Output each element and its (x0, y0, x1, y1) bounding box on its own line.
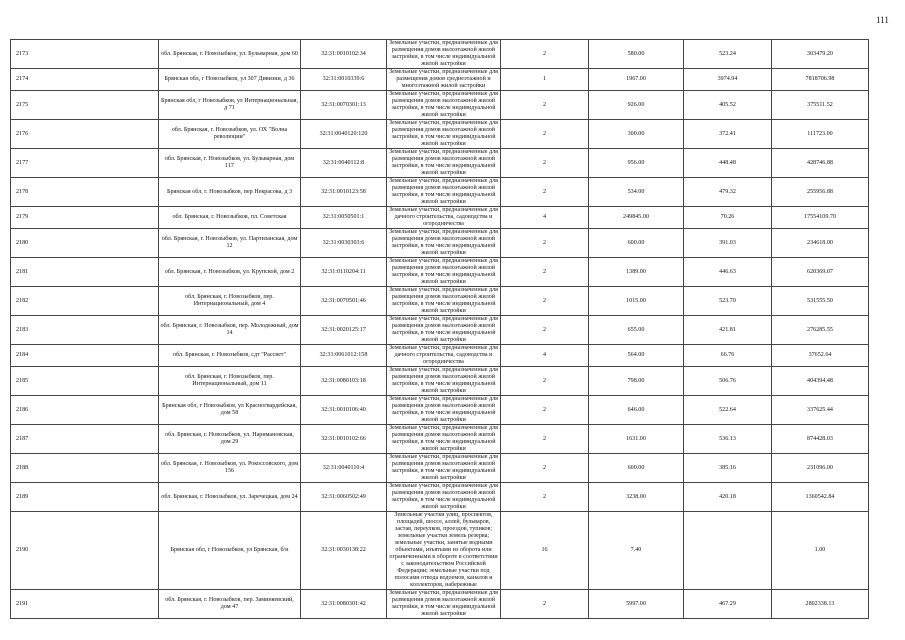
table-row (11, 91, 869, 120)
land-purpose-cell: Земельные участки, предназначенные для дачного строительства, садоводства и огородничества (387, 345, 501, 367)
group-cell: 2 (501, 258, 589, 287)
cadastral-number-cell: 32:31:0030138:22 (301, 512, 387, 590)
address-cell: обл. Брянская, г. Новозыбков, пер. Молодежный, дом 14 (159, 316, 301, 345)
address-cell: обл. Брянская, г. Новозыбков, сдт "Рассвет" (159, 345, 301, 367)
group-cell: 2 (501, 91, 589, 120)
row-number: 2184 (11, 345, 159, 367)
area-cell: 1015.00 (589, 287, 684, 316)
cadastral-number-cell: 32:31:0070301:13 (301, 91, 387, 120)
row-number: 2188 (11, 454, 159, 483)
land-purpose-cell: Земельные участки, предназначенные для размещения домов среднеэтажной и многоэтажной жилой застройки (387, 69, 501, 91)
area-cell: 1631.00 (589, 425, 684, 454)
group-cell: 2 (501, 367, 589, 396)
address-cell: Брянская обл, г Новозыбков, ул Брянская, б/н (159, 512, 301, 590)
row-number: 2187 (11, 425, 159, 454)
specific-value-cell: 372.41 (684, 120, 772, 149)
table-row (11, 316, 869, 345)
address-cell: обл. Брянская, г. Новозыбков, ул. Рокоссовского, дом 156 (159, 454, 301, 483)
specific-value-cell: 522.64 (684, 396, 772, 425)
area-cell: 646.00 (589, 396, 684, 425)
cadastral-value-cell: 17554109.70 (772, 207, 869, 229)
group-cell: 2 (501, 316, 589, 345)
cadastral-number-cell: 32:31:0020125:17 (301, 316, 387, 345)
address-cell: обл. Брянская, г. Новозыбков, ул. Бульварная, дом 60 (159, 40, 301, 69)
group-cell: 16 (501, 512, 589, 590)
cadastral-number-cell: 32:31:0070501:46 (301, 287, 387, 316)
area-cell: 1967.00 (589, 69, 684, 91)
cadastral-number-cell: 32:31:0080301:42 (301, 590, 387, 619)
cadastral-number-cell: 32:31:0060502:49 (301, 483, 387, 512)
address-cell: обл. Брянская, г. Новозыбков, ул. Наримановская, дом 29 (159, 425, 301, 454)
row-number: 2180 (11, 229, 159, 258)
group-cell: 2 (501, 229, 589, 258)
cadastral-number-cell: 32:31:0010102:34 (301, 40, 387, 69)
area-cell: 580.00 (589, 40, 684, 69)
row-number: 2189 (11, 483, 159, 512)
specific-value-cell: 385.16 (684, 454, 772, 483)
table-row (11, 590, 869, 619)
land-purpose-cell: Земельные участки улиц, проспектов, площадей, шоссе, аллей, бульваров, застав, переулков, проездов, тупиков; земельные участки земель резерва; земельные участки, занятые водными объектами, изъятыми из оборота или ограниченными в обороте в соответствии с законодательством Российской Федерации; земельные участки под полосами отвода водоемов, каналов и коллекторов, набережные (387, 512, 501, 590)
specific-value-cell: 66.76 (684, 345, 772, 367)
cadastral-value-cell: 404394.48 (772, 367, 869, 396)
row-number: 2181 (11, 258, 159, 287)
area-cell: 300.00 (589, 120, 684, 149)
group-cell: 4 (501, 207, 589, 229)
specific-value-cell: 391.03 (684, 229, 772, 258)
area-cell: 534.00 (589, 178, 684, 207)
area-cell: 798.00 (589, 367, 684, 396)
address-cell: обл. Брянская, г. Новозыбков, ул. ОХ "Волна революции" (159, 120, 301, 149)
specific-value-cell (684, 512, 772, 590)
land-purpose-cell: Земельные участки, предназначенные для размещения домов малоэтажной жилой застройки, в том числе индивидуальной жилой застройки (387, 178, 501, 207)
cadastral-number-cell: 32:31:0010123:58 (301, 178, 387, 207)
cadastral-number-cell: 32:31:0110204:11 (301, 258, 387, 287)
row-number: 2191 (11, 590, 159, 619)
specific-value-cell: 479.32 (684, 178, 772, 207)
group-cell: 2 (501, 40, 589, 69)
group-cell: 1 (501, 69, 589, 91)
row-number: 2174 (11, 69, 159, 91)
row-number: 2175 (11, 91, 159, 120)
cadastral-value-cell: 337625.44 (772, 396, 869, 425)
specific-value-cell: 523.70 (684, 287, 772, 316)
row-number: 2183 (11, 316, 159, 345)
address-cell: обл. Брянская, г. Новозыбков, пер. Интернациональный, дом 11 (159, 367, 301, 396)
table-row (11, 483, 869, 512)
table-row (11, 287, 869, 316)
cadastral-value-cell: 231096.00 (772, 454, 869, 483)
group-cell: 2 (501, 483, 589, 512)
cadastral-number-cell: 32:31:0010339:6 (301, 69, 387, 91)
table-row (11, 258, 869, 287)
cadastral-number-cell: 32:31:0040120:120 (301, 120, 387, 149)
address-cell: Брянская обл, г Новозыбков, ул 307 Дивизии, д 36 (159, 69, 301, 91)
group-cell: 4 (501, 345, 589, 367)
area-cell: 5997.00 (589, 590, 684, 619)
group-cell: 2 (501, 454, 589, 483)
cadastral-value-cell: 375511.52 (772, 91, 869, 120)
table-row (11, 120, 869, 149)
table-row (11, 425, 869, 454)
group-cell: 2 (501, 178, 589, 207)
land-purpose-cell: Земельные участки, предназначенные для размещения домов малоэтажной жилой застройки, в том числе индивидуальной жилой застройки (387, 258, 501, 287)
land-purpose-cell: Земельные участки, предназначенные для размещения домов малоэтажной жилой застройки, в том числе индивидуальной жилой застройки (387, 120, 501, 149)
land-purpose-cell: Земельные участки, предназначенные для размещения домов малоэтажной жилой застройки, в том числе индивидуальной жилой застройки (387, 40, 501, 69)
cadastral-value-cell: 303479.20 (772, 40, 869, 69)
specific-value-cell: 446.63 (684, 258, 772, 287)
row-number: 2179 (11, 207, 159, 229)
table-row (11, 396, 869, 425)
cadastral-number-cell: 32:31:0061012:158 (301, 345, 387, 367)
table-row (11, 207, 869, 229)
cadastral-value-cell: 276285.55 (772, 316, 869, 345)
area-cell: 600.00 (589, 454, 684, 483)
group-cell: 2 (501, 590, 589, 619)
land-purpose-cell: Земельные участки, предназначенные для размещения домов малоэтажной жилой застройки, в том числе индивидуальной жилой застройки (387, 91, 501, 120)
specific-value-cell: 420.18 (684, 483, 772, 512)
cadastral-value-cell: 2802338.13 (772, 590, 869, 619)
table-row (11, 69, 869, 91)
cadastral-number-cell: 32:31:0050501:1 (301, 207, 387, 229)
area-cell: 7.40 (589, 512, 684, 590)
cadastral-value-cell: 234618.00 (772, 229, 869, 258)
area-cell: 956.00 (589, 149, 684, 178)
specific-value-cell: 70.26 (684, 207, 772, 229)
row-number: 2190 (11, 512, 159, 590)
row-number: 2177 (11, 149, 159, 178)
address-cell: обл. Брянская, г. Новозыбков, пл. Советская (159, 207, 301, 229)
area-cell: 926.00 (589, 91, 684, 120)
land-purpose-cell: Земельные участки, предназначенные для дачного строительства, садоводства и огородничества (387, 207, 501, 229)
specific-value-cell: 523.24 (684, 40, 772, 69)
cadastral-value-cell: 111723.00 (772, 120, 869, 149)
table-row (11, 40, 869, 69)
area-cell: 1389.00 (589, 258, 684, 287)
land-purpose-cell: Земельные участки, предназначенные для размещения домов малоэтажной жилой застройки, в том числе индивидуальной жилой застройки (387, 590, 501, 619)
area-cell: 564.00 (589, 345, 684, 367)
cadastral-value-cell: 37652.64 (772, 345, 869, 367)
cadastral-number-cell: 32:31:0010106:40 (301, 396, 387, 425)
area-cell: 3238.00 (589, 483, 684, 512)
table-row (11, 178, 869, 207)
land-purpose-cell: Земельные участки, предназначенные для размещения домов малоэтажной жилой застройки, в том числе индивидуальной жилой застройки (387, 316, 501, 345)
row-number: 2185 (11, 367, 159, 396)
table-row (11, 454, 869, 483)
address-cell: Брянская обл, г Новозыбков, ул Интернациональная, д 71 (159, 91, 301, 120)
group-cell: 2 (501, 120, 589, 149)
land-purpose-cell: Земельные участки, предназначенные для размещения домов малоэтажной жилой застройки, в том числе индивидуальной жилой застройки (387, 396, 501, 425)
table-row (11, 345, 869, 367)
cadastral-value-cell: 620369.07 (772, 258, 869, 287)
address-cell: обл. Брянская, г. Новозыбков, пер. Интернациональный, дом 4 (159, 287, 301, 316)
address-cell: обл. Брянская, г. Новозыбков, ул. Бульварная, дом 117 (159, 149, 301, 178)
cadastral-value-cell: 1.00 (772, 512, 869, 590)
group-cell: 2 (501, 425, 589, 454)
land-purpose-cell: Земельные участки, предназначенные для размещения домов малоэтажной жилой застройки, в том числе индивидуальной жилой застройки (387, 149, 501, 178)
table-row (11, 512, 869, 590)
address-cell: обл. Брянская, г. Новозыбков, ул. Заречецкая, дом 24 (159, 483, 301, 512)
specific-value-cell: 536.13 (684, 425, 772, 454)
specific-value-cell: 448.48 (684, 149, 772, 178)
row-number: 2176 (11, 120, 159, 149)
area-cell: 249845.00 (589, 207, 684, 229)
group-cell: 2 (501, 149, 589, 178)
cadastral-value-cell: 874428.03 (772, 425, 869, 454)
address-cell: Брянская обл, г Новозыбков, ул Красногвардейская, дом 58 (159, 396, 301, 425)
table-row (11, 149, 869, 178)
cadastral-value-cell: 1360542.84 (772, 483, 869, 512)
cadastral-number-cell: 32:31:0080103:18 (301, 367, 387, 396)
specific-value-cell: 467.29 (684, 590, 772, 619)
address-cell: обл. Брянская, г. Новозыбков, ул. Партизанская, дом 12 (159, 229, 301, 258)
address-cell: обл. Брянская, г. Новозыбков, пер. Заминяевский, дом 47 (159, 590, 301, 619)
cadastral-value-table (10, 39, 869, 619)
table-row (11, 367, 869, 396)
land-purpose-cell: Земельные участки, предназначенные для размещения домов малоэтажной жилой застройки, в том числе индивидуальной жилой застройки (387, 287, 501, 316)
cadastral-number-cell: 32:31:0040112:8 (301, 149, 387, 178)
land-purpose-cell: Земельные участки, предназначенные для размещения домов малоэтажной жилой застройки, в том числе индивидуальной жилой застройки (387, 483, 501, 512)
group-cell: 2 (501, 396, 589, 425)
cadastral-number-cell: 32:31:0010102:66 (301, 425, 387, 454)
cadastral-value-cell: 531555.50 (772, 287, 869, 316)
address-cell: Брянская обл, г. Новозыбков, пер Некрасова, д 3 (159, 178, 301, 207)
specific-value-cell: 421.81 (684, 316, 772, 345)
cadastral-value-cell: 428746.88 (772, 149, 869, 178)
row-number: 2173 (11, 40, 159, 69)
row-number: 2178 (11, 178, 159, 207)
group-cell: 2 (501, 287, 589, 316)
land-purpose-cell: Земельные участки, предназначенные для размещения домов малоэтажной жилой застройки, в том числе индивидуальной жилой застройки (387, 454, 501, 483)
specific-value-cell: 3974.94 (684, 69, 772, 91)
cadastral-number-cell: 32:31:0030303:6 (301, 229, 387, 258)
address-cell: обл. Брянская, г. Новозыбков, ул. Крупской, дом 2 (159, 258, 301, 287)
table-row (11, 229, 869, 258)
row-number: 2182 (11, 287, 159, 316)
page-number: 111 (876, 15, 889, 25)
cadastral-value-cell: 7818706.98 (772, 69, 869, 91)
land-purpose-cell: Земельные участки, предназначенные для размещения домов малоэтажной жилой застройки, в том числе индивидуальной жилой застройки (387, 367, 501, 396)
land-purpose-cell: Земельные участки, предназначенные для размещения домов малоэтажной жилой застройки, в том числе индивидуальной жилой застройки (387, 229, 501, 258)
row-number: 2186 (11, 396, 159, 425)
area-cell: 655.00 (589, 316, 684, 345)
specific-value-cell: 405.52 (684, 91, 772, 120)
cadastral-value-cell: 255956.88 (772, 178, 869, 207)
land-purpose-cell: Земельные участки, предназначенные для размещения домов малоэтажной жилой застройки, в том числе индивидуальной жилой застройки (387, 425, 501, 454)
cadastral-number-cell: 32:31:0040110:4 (301, 454, 387, 483)
area-cell: 600.00 (589, 229, 684, 258)
specific-value-cell: 506.76 (684, 367, 772, 396)
